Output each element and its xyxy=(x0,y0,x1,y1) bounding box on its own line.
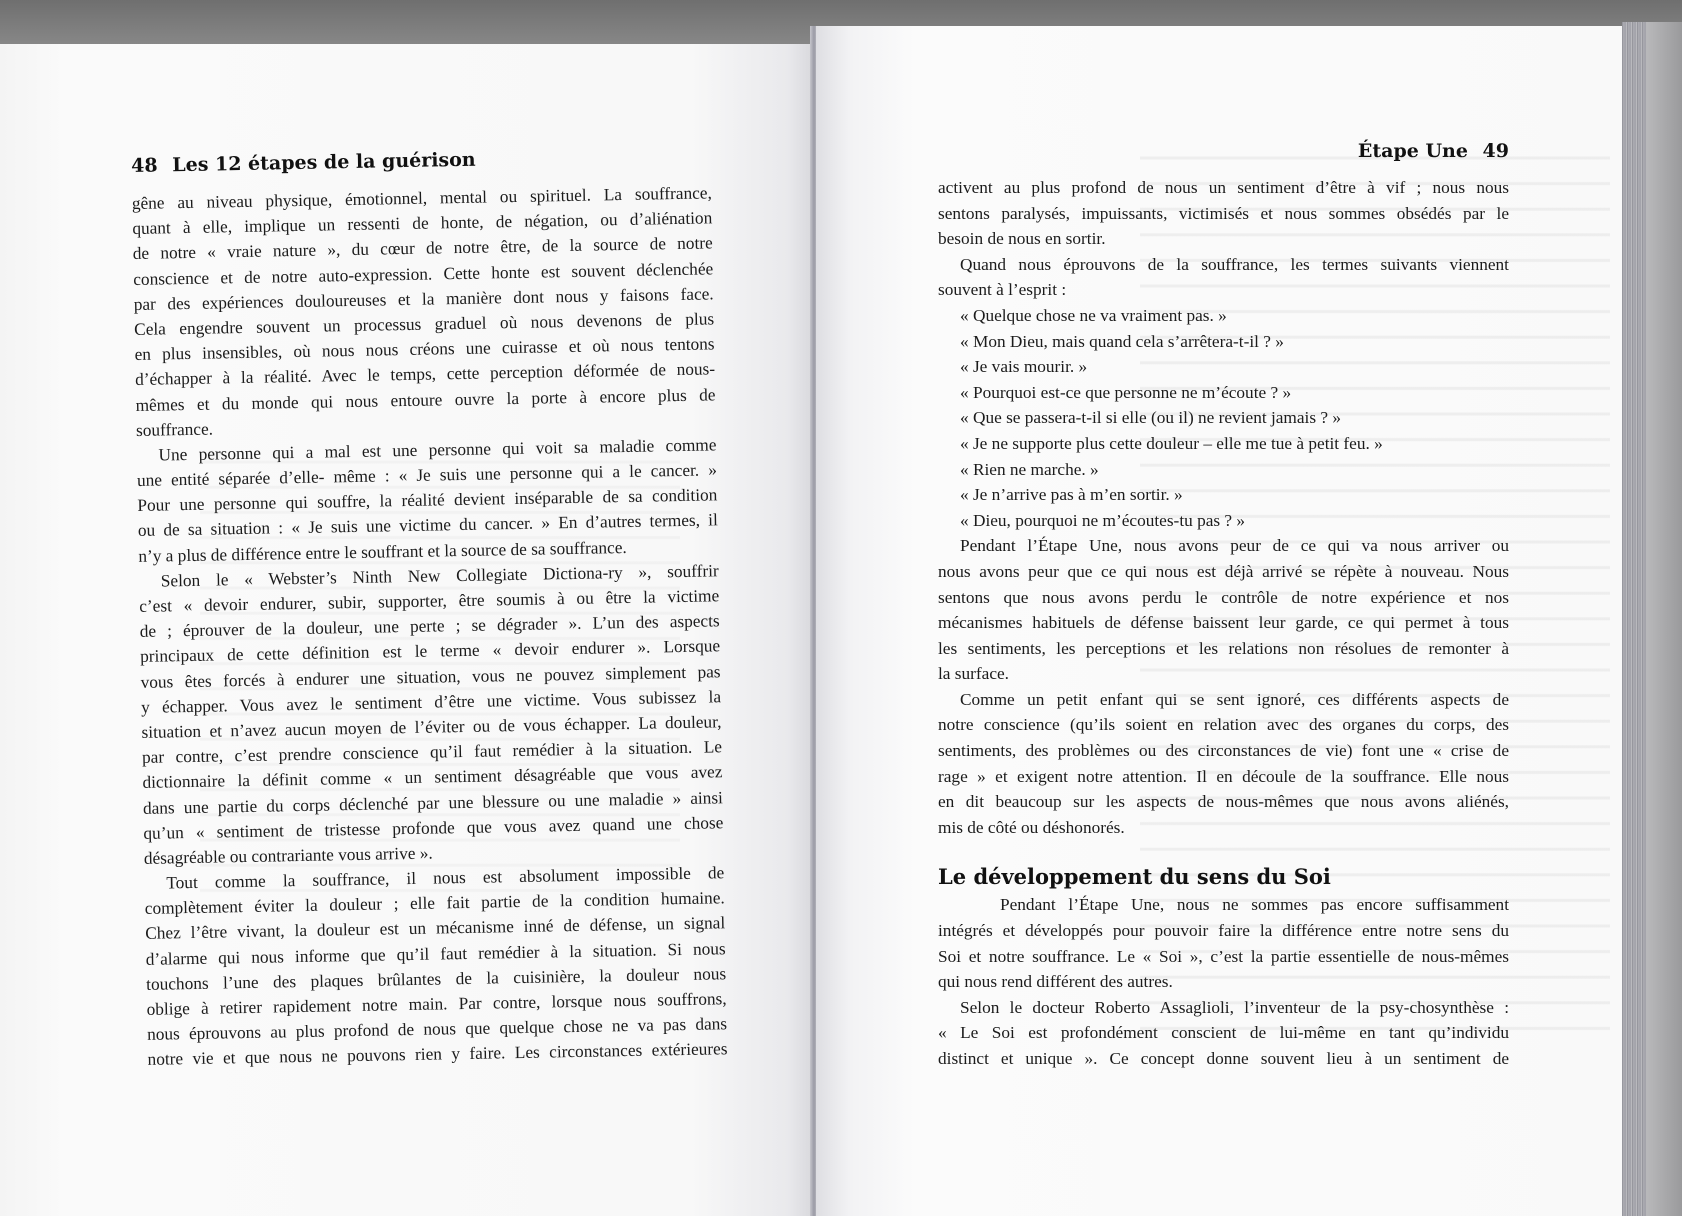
text-line: distinct et unique ». Ce concept donne souvent lieu à un sentiment de xyxy=(938,1049,1509,1068)
text-line: les sentiments, les perceptions et les relations non résolues de remonter à xyxy=(938,638,1509,658)
right-page-content xyxy=(938,140,1509,1072)
text-line: dans une partie du corps déclenché par une blessure ou une maladie » ainsi xyxy=(142,787,724,818)
text-line: une entité séparée d’elle- même : « Je suis une personne qui a le cancer. » xyxy=(136,460,718,491)
quote-line: « Mon Dieu, mais quand cela s’arrêtera-t-il ? » xyxy=(960,331,1284,351)
text-line: gêne au niveau physique, émotionnel, mental ou spirituel. La souffrance, xyxy=(131,183,712,213)
text-line: principaux de cette définition est le terme « devoir endurer ». Lorsque xyxy=(140,636,721,667)
text-line: notre vie et que nous ne pouvons rien y faire. Les circonstances extérieures xyxy=(147,1039,728,1070)
text-line: souffrance. xyxy=(135,419,214,440)
quote-line: « Pourquoi est-ce que personne ne m’écoute ? » xyxy=(960,382,1292,402)
chapter-title: Étape Une xyxy=(1357,140,1468,162)
text-line: « Le Soi est profondément conscient de lui-même en tant qu’individu xyxy=(938,1023,1509,1043)
left-page-body xyxy=(132,180,728,1072)
text-line: situation et n’avez aucun moyen de l’éviter ou de vous échapper. La douleur, xyxy=(141,712,722,742)
text-line: Soi et notre souffrance. Le « Soi », c’est la partie essentielle de nous-mêmes xyxy=(938,946,1509,966)
text-line: Quand nous éprouvons de la souffrance, les termes suivants viennent xyxy=(960,254,1509,274)
text-line: y échapper. Vous avez le sentiment d’être une victime. Vous subissez la xyxy=(140,687,722,717)
book-title: Les 12 étapes de la guérison xyxy=(172,148,476,177)
text-line: sentiments, des problèmes ou des circonstances de vie) font une « crise de xyxy=(938,741,1509,761)
text-line: Chez l’être vivant, la douleur est un mécanisme inné de défense, un signal xyxy=(145,913,726,944)
text-line: Pendant l’Étape Une, nous avons peur de ce qui va nous arriver ou xyxy=(960,536,1509,556)
text-line: désagréable ou contrariante vous arrive ». xyxy=(143,843,433,868)
text-line: intégrés et développés pour pouvoir faire la différence entre notre sens du xyxy=(938,921,1509,941)
text-line: de ; éprouver de la douleur, une perte ; se dégrader ». L’un des aspects xyxy=(139,611,720,642)
text-line: besoin de nous en sortir. xyxy=(938,229,1106,249)
page-number: 48 xyxy=(131,154,158,177)
text-line: en dit beaucoup sur les aspects de nous-mêmes que nous avons aliénés, xyxy=(938,792,1509,812)
text-line: Pour une personne qui souffre, la réalité devient inséparable de sa condition xyxy=(137,485,718,516)
text-line: quant à elle, implique un ressenti de honte, de négation, ou d’aliénation xyxy=(132,208,713,239)
quote-line: « Je n’arrive pas à m’en sortir. » xyxy=(960,485,1183,505)
text-line: n’y a plus de différence entre le souffrant et la source de sa souffrance. xyxy=(138,537,627,566)
text-line: notre conscience (qu’ils soient en relation avec des organes du corps, des xyxy=(938,715,1509,735)
text-line: complètement éviter la douleur ; elle fait partie de la condition humaine. xyxy=(144,888,725,919)
text-line: mêmes et du monde qui nous entoure ouvre la porte à encore plus de xyxy=(135,384,716,415)
page-number: 49 xyxy=(1482,140,1509,162)
text-line: dictionnaire la définit comme « un sentiment désagréable que vous avez xyxy=(142,762,723,793)
text-line: qu’un « sentiment de tristesse profonde que vous avez quand une chose xyxy=(143,812,724,843)
text-line: d’alarme qui nous informe que qu’il faut remédier à la situation. Si nous xyxy=(145,938,726,969)
text-line: Selon le « Webster’s Ninth New Collegiate Dictiona-ry », souffrir xyxy=(160,561,719,591)
text-line: c’est « devoir endurer, subir, supporter, être soumis à ou être la victime xyxy=(139,586,720,616)
text-line: ou de sa situation : « Je suis une victime du cancer. » En d’autres termes, il xyxy=(137,510,718,541)
text-line: d’échapper à la réalité. Avec le temps, cette perception déformée de nous- xyxy=(134,359,716,390)
quote-line: « Que se passera-t-il si elle (ou il) ne revient jamais ? » xyxy=(960,408,1342,428)
text-line: Pendant l’Étape Une, nous ne sommes pas encore suffisamment xyxy=(1000,895,1509,915)
text-line: nous avons peur que ce qui nous est déjà arrivé se répète à nouveau. Nous xyxy=(938,561,1509,581)
text-line: activent au plus profond de nous un sentiment d’être à vif ; nous nous xyxy=(938,178,1509,197)
text-line: Tout comme la souffrance, il nous est absolument impossible de xyxy=(166,863,725,893)
quote-line: « Quelque chose ne va vraiment pas. » xyxy=(960,305,1227,325)
text-line: sentons que nous avons perdu le contrôle de notre expérience et nos xyxy=(938,587,1509,607)
text-line: oblige à retirer rapidement notre main. Par contre, lorsque nous souffrons, xyxy=(146,989,727,1019)
text-line: touchons l’une des plaques brûlantes de la cuisinière, la douleur nous xyxy=(146,964,727,994)
text-line: Selon le docteur Roberto Assaglioli, l’inventeur de la psy-chosynthèse : xyxy=(960,997,1509,1017)
running-head-right xyxy=(938,140,1509,162)
text-line: par des expériences douloureuses et la manière dont nous y faisons face. xyxy=(133,284,714,314)
right-page-body-bottom xyxy=(938,892,1509,1071)
text-line: souvent à l’esprit : xyxy=(938,280,1067,300)
quote-line: « Dieu, pourquoi ne m’écoutes-tu pas ? » xyxy=(960,510,1246,530)
text-line: qui nous rend différent des autres. xyxy=(938,972,1173,992)
right-page-body-top xyxy=(938,175,1509,840)
text-line: Une personne qui a mal est une personne qui voit sa maladie comme xyxy=(158,435,717,465)
text-line: vous êtes forcés à endurer une situation, vous ne pouvez simplement pas xyxy=(140,661,721,692)
text-line: mis de côté ou déshonorés. xyxy=(938,817,1125,837)
text-line: par contre, c’est prendre conscience qu’il faut remédier à la situation. Le xyxy=(141,737,723,768)
text-line: sentons paralysés, impuissants, victimisés et nous sommes obsédés par le xyxy=(938,203,1509,223)
quote-line: « Je ne supporte plus cette douleur – elle me tue à petit feu. » xyxy=(960,433,1383,453)
quote-line: « Je vais mourir. » xyxy=(960,357,1088,377)
text-line: rage » et exigent notre attention. Il en découle de la souffrance. Elle nous xyxy=(938,766,1509,786)
left-page-content xyxy=(131,144,728,1072)
text-line: Comme un petit enfant qui se sent ignoré, ces différents aspects de xyxy=(960,689,1509,709)
text-line: conscience et de notre auto-expression. Cette honte est souvent déclenchée xyxy=(133,258,714,289)
quote-line: « Rien ne marche. » xyxy=(960,459,1099,479)
text-line: la surface. xyxy=(938,664,1009,684)
text-line: de notre « vraie nature », du cœur de notre être, de la source de notre xyxy=(132,233,713,264)
text-line: Cela engendre souvent un processus graduel où nous devenons de plus xyxy=(134,309,715,339)
section-heading: Le développement du sens du Soi xyxy=(938,864,1331,890)
book-page-edges xyxy=(1622,22,1682,1216)
text-line: mécanismes habituels de défense baissent leur garde, ce qui permet à tous xyxy=(938,613,1509,633)
text-line: en plus insensibles, où nous nous créons une cuirasse et où nous tentons xyxy=(134,334,715,365)
text-line: nous éprouvons au plus profond de nous que quelque chose ne va pas dans xyxy=(146,1014,728,1045)
